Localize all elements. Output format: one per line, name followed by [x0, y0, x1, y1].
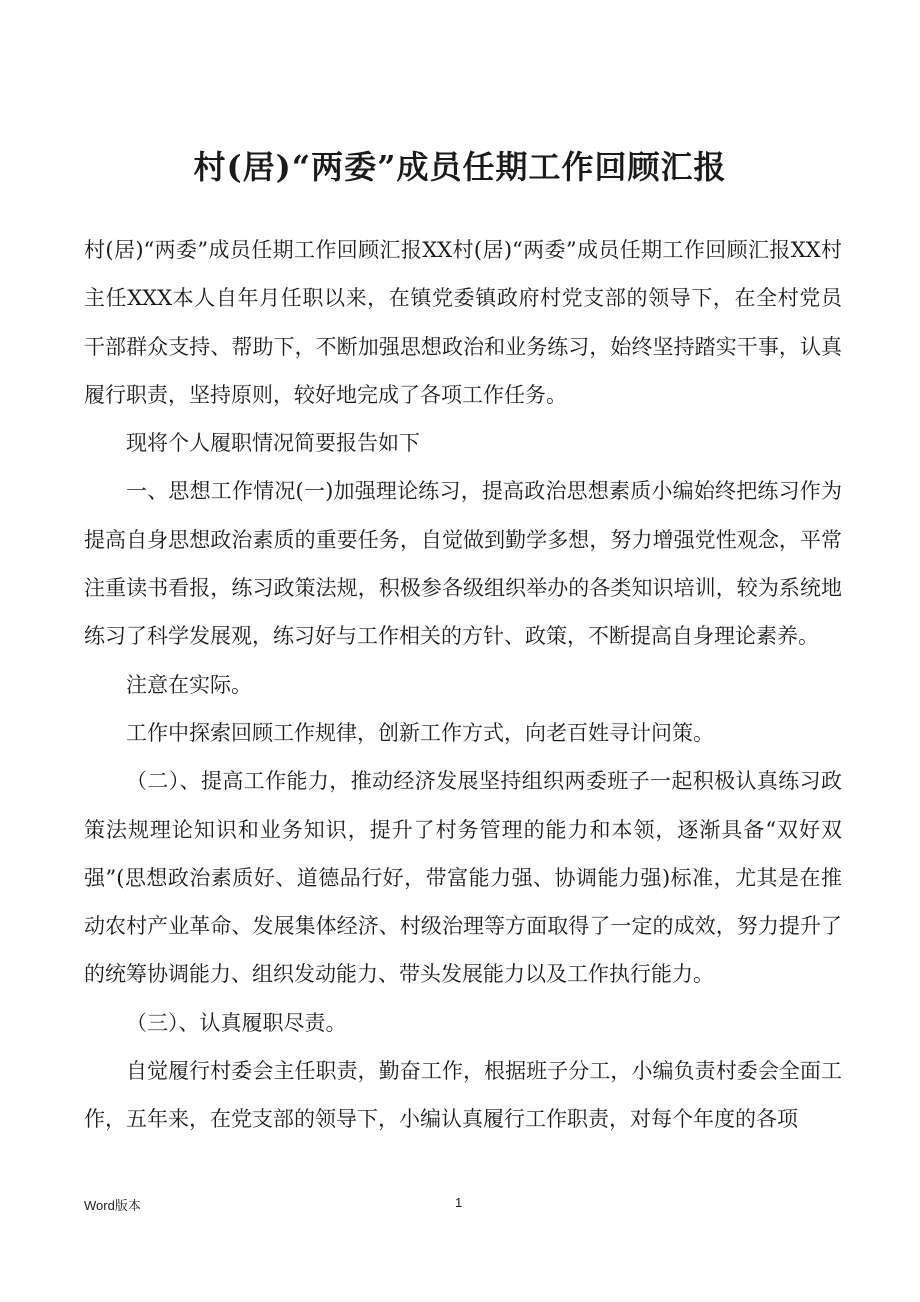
paragraph-report-lead: 现将个人履职情况简要报告如下: [126, 431, 420, 456]
paragraph-section-two: （二）、提高工作能力，推动经济发展坚持组织两委班子一起积极认真练习政策法规理论知识和业务知识，提升了村务管理的能力和本领，逐渐具备“双好双强”(思想政治素质好、道德品行好，带富能力强、协调能力强)标准，尤其是在推动农村产业革命、发展集体经济、村级治理等方面取得了一定的成效，努力提升了的统筹协调能力、组织发动能力、带头发展能力以及工作执行能力。: [84, 769, 842, 987]
paragraph-practice-note: 注意在实际。: [126, 672, 252, 697]
paragraph-work-method: 工作中探索回顾工作规律，创新工作方式，向老百姓寻计问策。: [126, 720, 714, 745]
paragraph-intro: 村(居)“两委”成员任期工作回顾汇报XX村(居)“两委”成员任期工作回顾汇报XX村主任XXX本人自年月任职以来，在镇党委镇政府村党支部的领导下，在全村党员干部群众支持、帮助下，不断加强思想政治和业务练习，始终坚持踏实干事，认真履行职责，坚持原则，较好地完成了各项工作任务。: [84, 238, 842, 407]
paragraph-section-three-heading: （三）、认真履职尽责。: [126, 1010, 347, 1035]
paragraph-section-one: 一、思想工作情况(一)加强理论练习，提高政治思想素质小编始终把练习作为提高自身思想政治素质的重要任务，自觉做到勤学多想，努力增强党性观念，平常注重读书看报，练习政策法规，积极参各级组织举办的各类知识培训，较为系统地练习了科学发展观，练习好与工作相关的方针、政策，不断提高自身理论素养。: [84, 479, 842, 649]
paragraph-section-three-body: 自觉履行村委会主任职责，勤奋工作，根据班子分工，小编负责村委会全面工作，五年来，在党支部的领导下，小编认真履行工作职责，对每个年度的各项: [84, 1059, 842, 1132]
document-body: [84, 226, 842, 1144]
document-title: 村(居)“两委”成员任期工作回顾汇报: [193, 148, 727, 186]
footer-version-label: Word版本: [84, 1198, 141, 1213]
footer-page-number: 1: [455, 1195, 463, 1210]
